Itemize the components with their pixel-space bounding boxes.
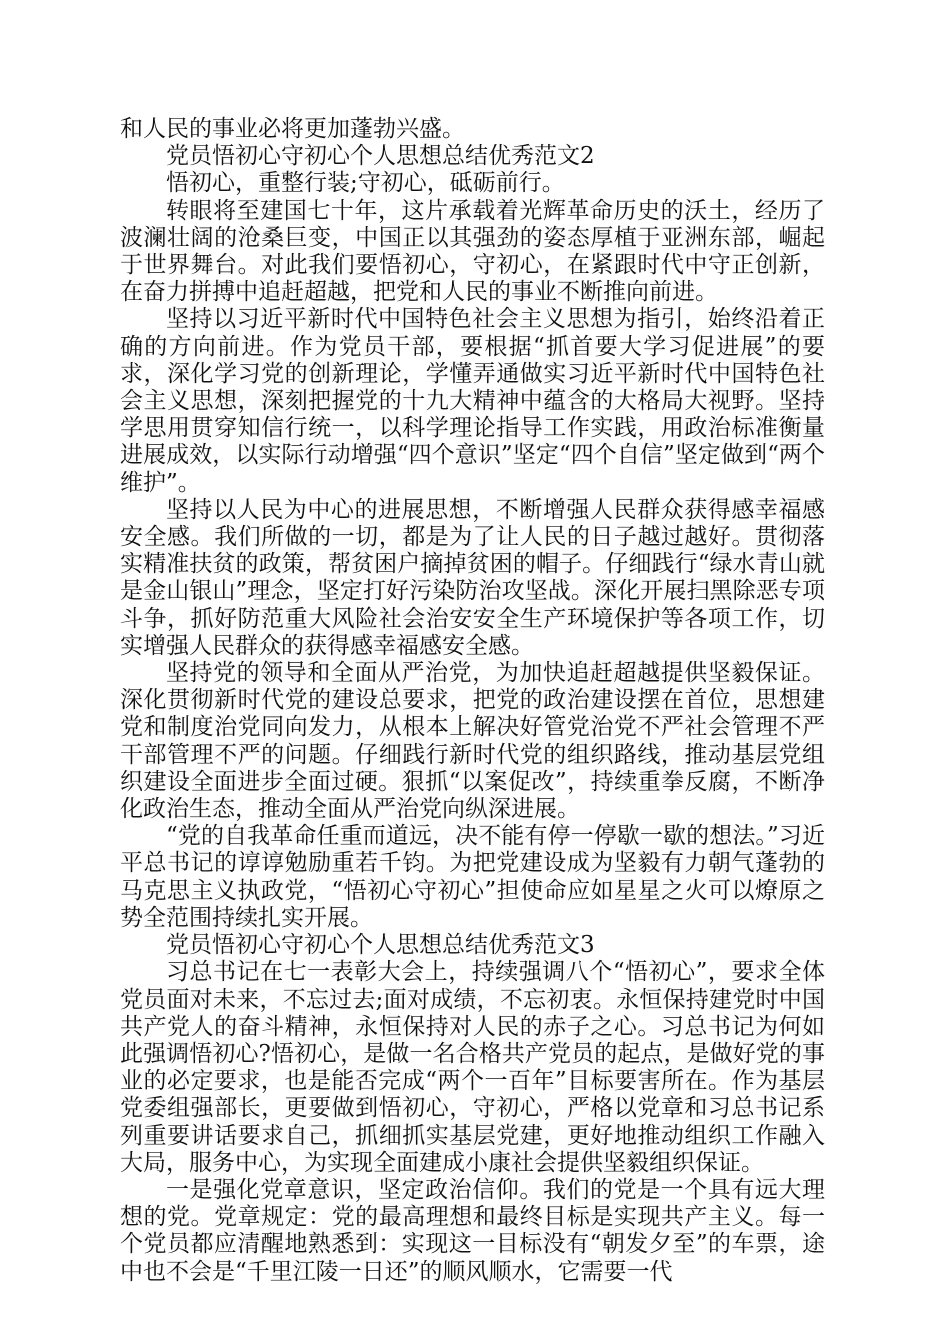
paragraph: 转眼将至建国七十年，这片承载着光辉革命历史的沃土，经历了波澜壮阔的沧桑巨变，中国正以其强劲的姿态厚植于亚洲东部，崛起于世界舞台。对此我们要悟初心，守初心，在紧跟时代中守正创新，在奋力拼搏中追赶超越，把党和人民的事业不断推向前进。 bbox=[120, 197, 825, 306]
paragraph: 习总书记在七一表彰大会上，持续强调八个“悟初心”，要求全体党员面对未来，不忘过去;面对成绩，不忘初衷。永恒保持建党时中国共产党人的奋斗精神，永恒保持对人民的赤子之心。习总书记为何如此强调悟初心?悟初心，是做一名合格共产党员的起点，是做好党的事业的必定要求，也是能否完成“两个一百年”目标要害所在。作为基层党委组强部长，更要做到悟初心，守初心，严格以党章和习总书记系列重要讲话要求自己，抓细抓实基层党建，更好地推动组织工作融入大局，服务中心，为实现全面建成小康社会提供坚毅组织保证。 bbox=[120, 959, 825, 1176]
paragraph: 一是强化党章意识，坚定政治信仰。我们的党是一个具有远大理想的党。党章规定：党的最高理想和最终目标是实现共产主义。每一个党员都应清醒地熟悉到：实现这一目标没有“朝发夕至”的车票，途中也不会是“千里江陵一日还”的顺风顺水，它需要一代 bbox=[120, 1176, 825, 1285]
section-heading-2: 党员悟初心守初心个人思想总结优秀范文2 bbox=[166, 143, 595, 170]
paragraph: 坚持以习近平新时代中国特色社会主义思想为指引，始终沿着正确的方向前进。作为党员干部，要根据“抓首要大学习促进展”的要求，深化学习党的创新理论，学懂弄通做实习近平新时代中国特色社会主义思想，深刻把握党的十九大精神中蕴含的大格局大视野。坚持学思用贯穿知信行统一，以科学理论指导工作实践，用政治标准衡量进展成效，以实际行动增强“四个意识”坚定“四个自信”坚定做到“两个维护”。 bbox=[120, 306, 825, 496]
document-page bbox=[120, 116, 825, 1286]
paragraph-continuation: 和人民的事业必将更加蓬勃兴盛。 bbox=[120, 116, 465, 142]
paragraph: “党的自我革命任重而道远，决不能有停一停歇一歇的想法。”习近平总书记的谆谆勉励重若千钧。为把党建设成为坚毅有力朝气蓬勃的马克思主义执政党，“悟初心守初心”担使命应如星星之火可以燎原之势全范围持续扎实开展。 bbox=[120, 823, 825, 931]
paragraph: 悟初心，重整行装;守初心，砥砺前行。 bbox=[166, 170, 565, 197]
section-heading-3: 党员悟初心守初心个人思想总结优秀范文3 bbox=[166, 932, 595, 959]
paragraph: 坚持党的领导和全面从严治党，为加快追赶超越提供坚毅保证。深化贯彻新时代党的建设总要求，把党的政治建设摆在首位，思想建党和制度治党同向发力，从根本上解决好管党治党不严社会管理不严干部管理不严的问题。仔细践行新时代党的组织路线，推动基层党组织建设全面进步全面过硬。狠抓“以案促改”，持续重拳反腐，不断净化政治生态，推动全面从严治党向纵深进展。 bbox=[120, 660, 825, 823]
paragraph: 坚持以人民为中心的进展思想，不断增强人民群众获得感幸福感安全感。我们所做的一切，都是为了让人民的日子越过越好。贯彻落实精准扶贫的政策，帮贫困户摘掉贫困的帽子。仔细践行“绿水青山就是金山银山”理念，坚定打好污染防治攻坚战。深化开展扫黑除恶专项斗争，抓好防范重大风险社会治安安全生产环境保护等各项工作，切实增强人民群众的获得感幸福感安全感。 bbox=[120, 496, 825, 659]
